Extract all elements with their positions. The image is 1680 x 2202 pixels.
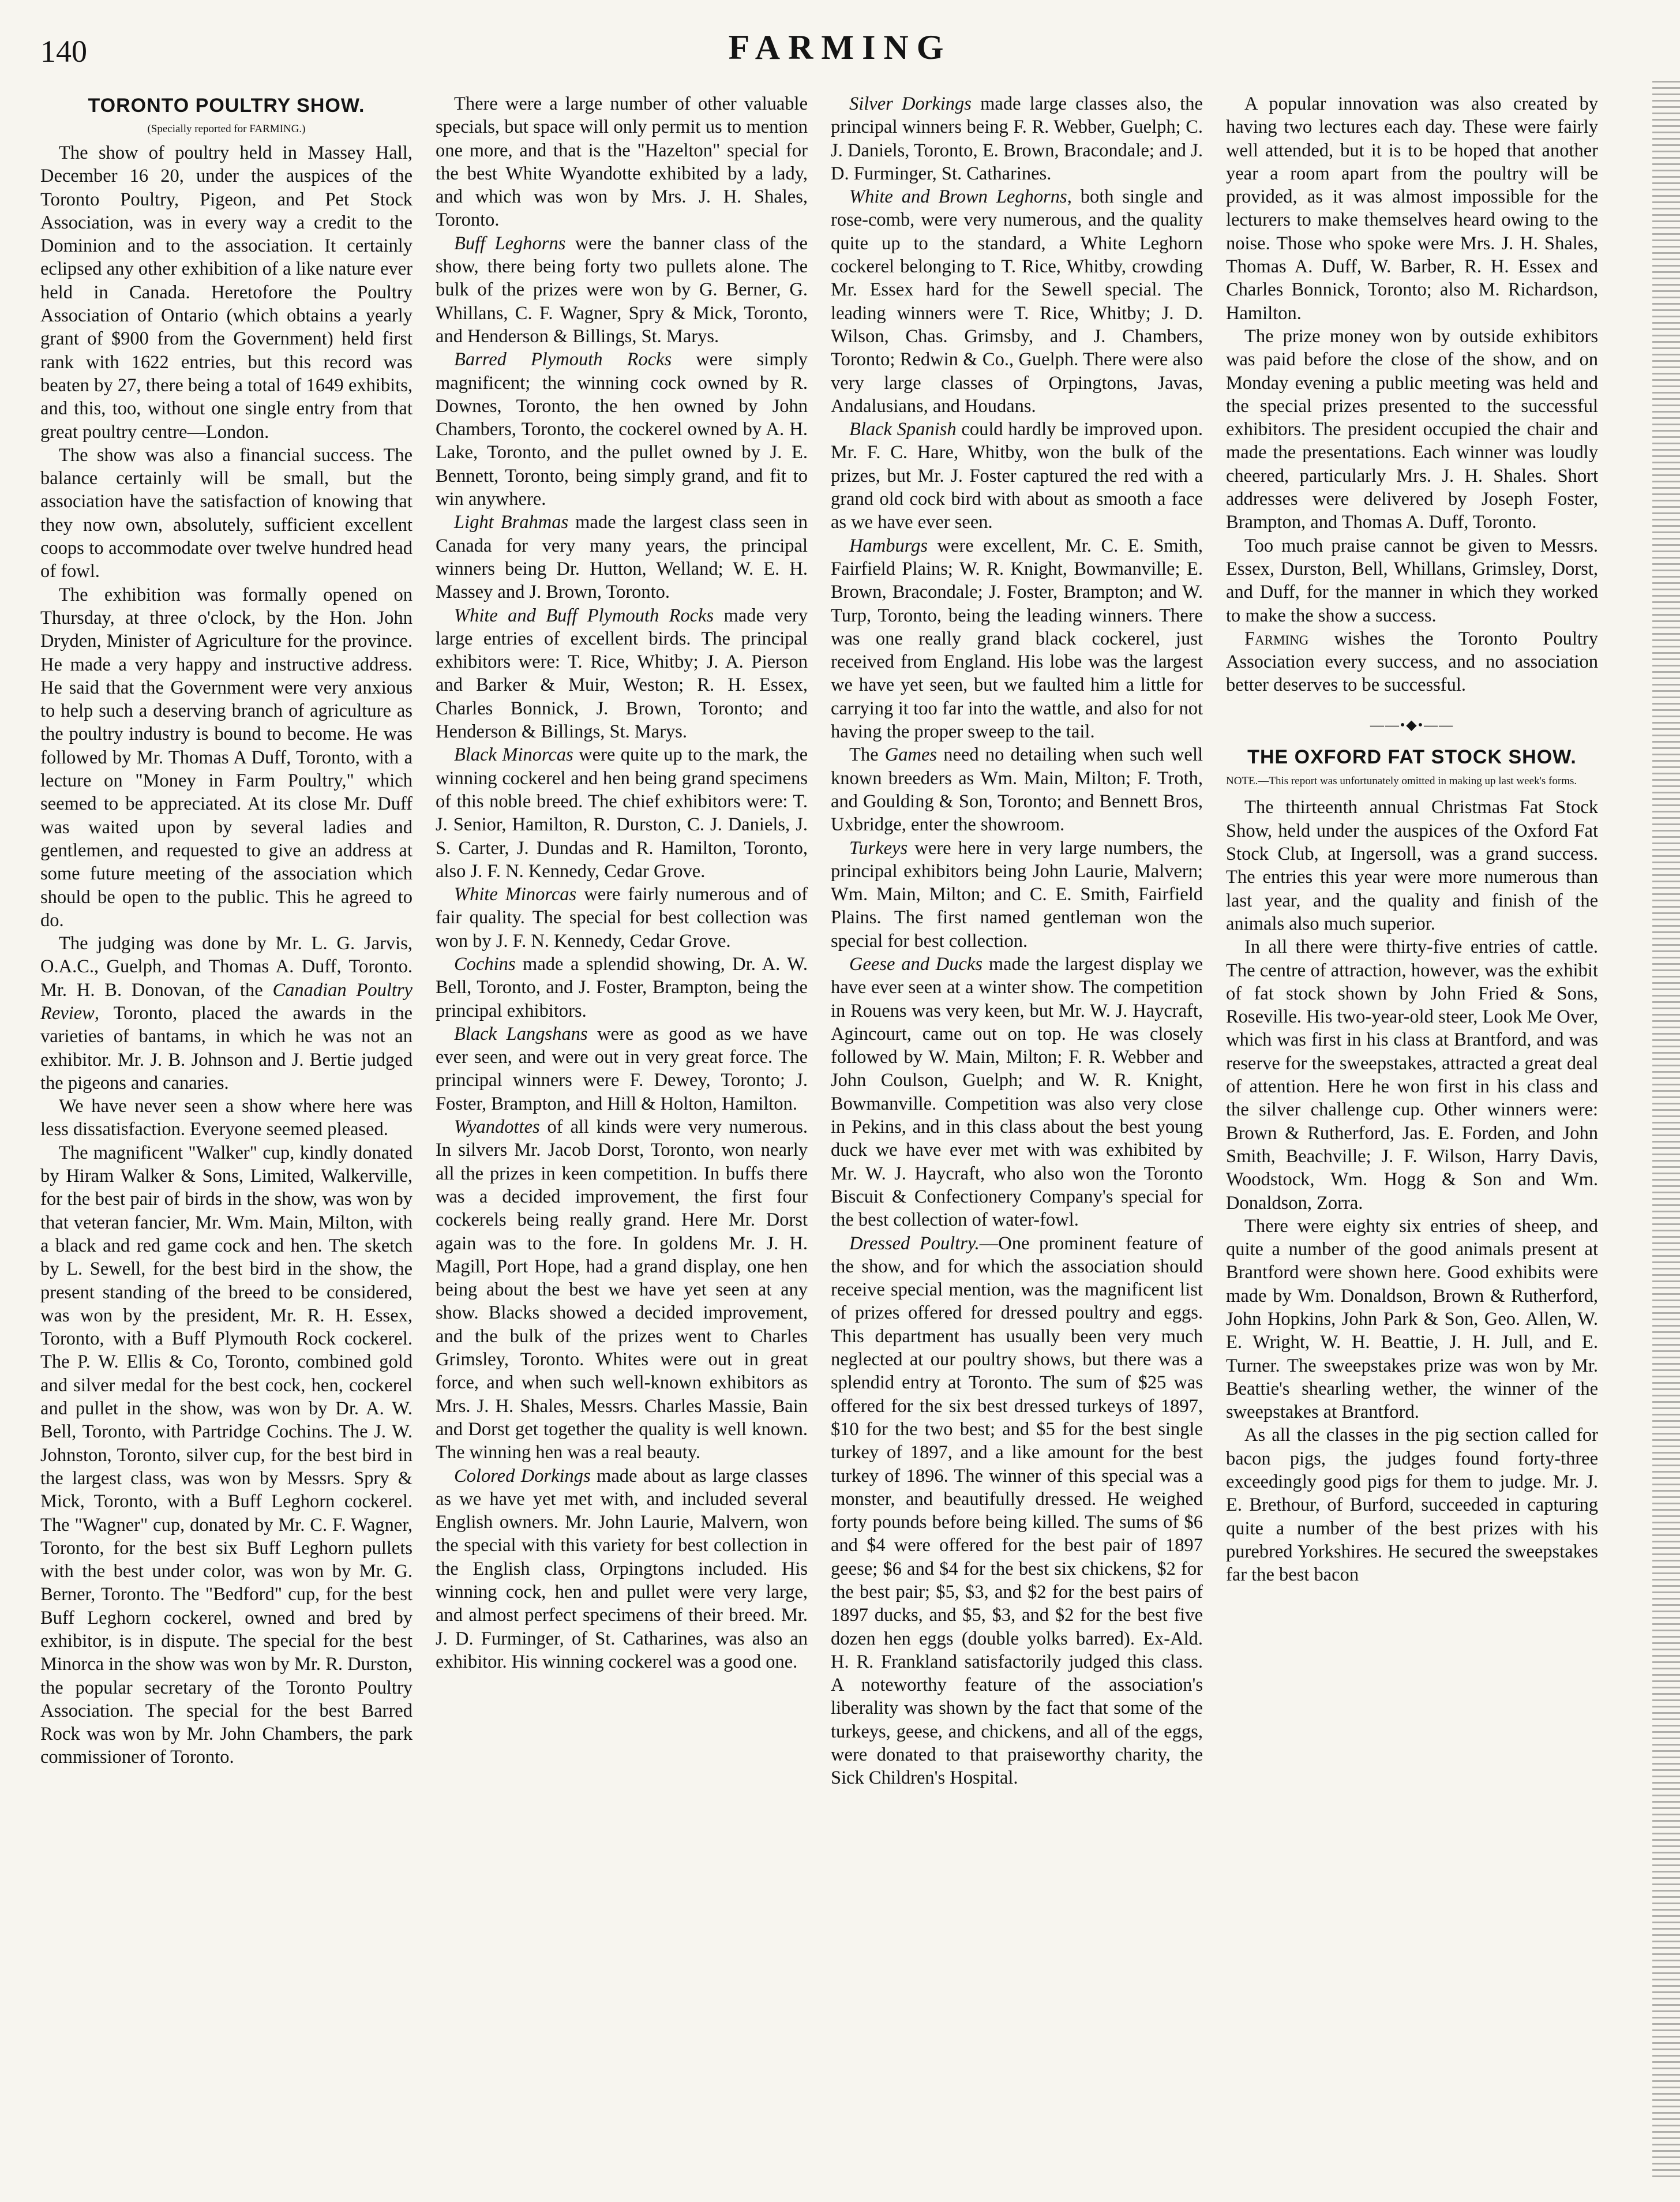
- paragraph: As all the classes in the pig section called for bacon pigs, the judges found forty-three exceedingly good pigs for them to judge. Mr. J. E. Brethour, of Burford, succeeded in capturing quite a number of the best prizes with his purebred Yorkshires. He secured the sweepstakes far the best bacon: [1226, 1425, 1598, 1586]
- paragraph: The thirteenth annual Christmas Fat Stock Show, held under the auspices of the Oxford Fat Stock Club, at Ingersoll, was a grand success. The entries this year were more numerous than last year, and the quality and finish of the animals also much superior.: [1226, 797, 1598, 934]
- text-run: were here in very large numbers, the principal exhibitors being John Laurie, Malvern; Wm. Main, Milton; and C. E. Smith, Fairfield Plains. The first named gentleman won the special for best collection.: [831, 837, 1203, 952]
- breed-name: Turkeys: [849, 837, 908, 859]
- text-run: were excellent, Mr. C. E. Smith, Fairfield Plains; W. R. Knight, Bowmanville; E. Brown, Bracondale; J. Foster, Brampton; and W. Turp, Toronto, being the leading winners. There was one really grand black cockerel, just received from England. His lobe was the largest we have yet seen, but we faulted him a little for carrying it too far into the wattle, and also for not having the proper sweep to the tail.: [831, 535, 1203, 743]
- section-name: Dressed Poultry.: [849, 1233, 980, 1254]
- breed-name: Black Minorcas: [454, 744, 573, 766]
- paragraph: The magnificent "Walker" cup, kindly donated by Hiram Walker & Sons, Limited, Walkerville, for the best pair of birds in the show, was won by that veteran fancier, Mr. Wm. Main, Milton, with a black and red game cock and hen. The sketch by L. Sewell, for the best bird in the show, the present standing of the breed to be considered, was won by the president, Mr. R. H. Essex, Toronto, with a Buff Plymouth Rock cockerel. The P. W. Ellis & Co, Toronto, combined gold and silver medal for the best cock, hen, cockerel and pullet in the show, was won by Dr. A. W. Bell, Toronto, with Partridge Cochins. The J. W. Johnston, Toronto, silver cup, for the best bird in the largest class, was won by Messrs. Spry & Mick, Toronto, with a Buff Leghorn cockerel. The "Wagner" cup, donated by Mr. C. F. Wagner, Toronto, for the best six Buff Leghorn pullets with the best under color, was won by Mr. G. Berner, Toronto. The "Bedford" cup, for the best Buff Leghorn cockerel, owned and bred by exhibitor, is in dispute. The special for the best Minorca in the show was won by Mr. R. Durston, the popular secretary of the Toronto Poultry Association. The special for the best Barred Rock was won by Mr. John Chambers, the park commissioner of Toronto.: [40, 1142, 412, 1768]
- breed-name: Colored Dorkings: [454, 1465, 591, 1486]
- text-run: The: [849, 744, 885, 766]
- paragraph: Too much praise cannot be given to Messrs. Essex, Durston, Bell, Whillans, Grimsley, Dorst, and Duff, for the manner in which they worked to make the show a success.: [1226, 535, 1598, 626]
- paragraph: A popular innovation was also created by having two lectures each day. These were fairly well attended, but it is to be hoped that another year a room apart from the poultry will be provided, as it was almost impossible for the lecturers to make themselves heard owing to the noise. Those who spoke were Mrs. J. H. Shales, Thomas A. Duff, W. Barber, R. H. Essex and Charles Bonnick, Toronto; also M. Richardson, Hamilton.: [1226, 93, 1598, 324]
- text-run: made about as large classes as we have yet met with, and included several English owners. Mr. John Laurie, Malvern, won the special with this variety for best collection in the English class, Orpingtons included. His winning cock, hen and pullet were very large, and almost perfect specimens of their breed. Mr. J. D. Furminger, of St. Catharines, was also an exhibitor. His winning cockerel was a good one.: [436, 1465, 808, 1672]
- publication-name: Farming: [1244, 628, 1309, 649]
- paragraph: [831, 953, 1203, 1232]
- paragraph: In all there were thirty-five entries of cattle. The centre of attraction, however, was the exhibit of fat stock shown by John Fried & Sons, Roseville. His two-year-old steer, Look Me Over, which was first in his class at Brantford, and was reserve for the sweepstakes, attracted a great deal of attention. Here he won first in his class and the silver challenge cup. Other winners were: Brown & Rutherford, Jas. E. Forden, and John Smith, Beachville; J. F. Wilson, Harry Davis, Woodstock, Wm. Hogg & Son and Wm. Donaldson, Zorra.: [1226, 937, 1598, 1214]
- page-number: 140: [40, 34, 87, 69]
- column-4: [1226, 92, 1598, 2187]
- paragraph: [436, 604, 808, 744]
- paragraph: The exhibition was formally opened on Thursday, at three o'clock, by the Hon. John Dryden, Minister of Agriculture for the province. He made a very happy and instructive address. He said that the Government were very anxious to help such a deserving branch of agriculture as the poultry industry is bound to become. He was followed by Mr. Thomas A Duff, Toronto, with a lecture on "Money in Farm Poultry," which seemed to be appreciated. At its close Mr. Duff was waited upon by several ladies and gentlemen, and requested to give an address at some future meeting of the association which should be open to the public. This he agreed to do.: [40, 584, 412, 931]
- text-run: were the banner class of the show, there being forty two pullets alone. The bulk of the prizes were won by G. Berner, G. Whillans, C. F. Wagner, Spry & Mick, Toronto, and Henderson & Billings, St. Marys.: [436, 233, 808, 347]
- article-columns: [40, 92, 1598, 2187]
- article-title-oxford: THE OXFORD FAT STOCK SHOW.: [1247, 746, 1577, 768]
- breed-name: Buff Leghorns: [454, 233, 566, 254]
- breed-name: Geese and Ducks: [849, 953, 982, 975]
- scan-edge-artifact: [1652, 81, 1680, 2181]
- breed-name: White and Brown Leghorns: [849, 186, 1067, 208]
- paragraph: [1226, 627, 1598, 697]
- article-credit: (Specially reported for FARMING.): [147, 123, 306, 135]
- breed-name: White and Buff Plymouth Rocks: [454, 605, 714, 626]
- text-run: made the largest class seen in Canada for very many years, the principal winners being Dr. Hutton, Welland; W. E. H. Massey and J. Brown, Toronto.: [436, 512, 808, 603]
- text-run: of all kinds were very numerous. In silvers Mr. Jacob Dorst, Toronto, won nearly all the prizes in keen competition. In buffs there was a decided improvement, the first four cockerels being really grand. Here Mr. Dorst again was to the fore. In goldens Mr. J. H. Magill, Port Hope, had a grand display, one hen being about the best we have yet seen at any show. Blacks showed a decided improvement, and the bulk of the prizes went to Charles Grimsley, Toronto. Whites were out in great force, and when such well-known exhibitors as Mrs. J. H. Shales, Messrs. Charles Massie, Bain and Dorst get together the quality is well known. The winning hen was a real beauty.: [436, 1117, 808, 1463]
- text-run: made very large entries of excellent birds. The principal exhibitors were: T. Rice, Whitby; J. A. Pierson and Barker & Muir, Weston; R. H. Essex, Charles Bonnick, J. Brown, Toronto; and Henderson & Billings, St. Marys.: [436, 605, 808, 743]
- breed-name: White Minorcas: [454, 884, 577, 905]
- paragraph: [831, 534, 1203, 744]
- paragraph: [436, 511, 808, 604]
- text-run: were simply magnificent; the winning cock owned by R. Downes, Toronto, the hen owned by John Chambers, Toronto, the cockerel owned by A. H. Lake, Toronto, and the pullet owned by J. E. Bennett, Toronto, being simply grand, and fit to win anywhere.: [436, 349, 808, 510]
- paragraph: There were eighty six entries of sheep, and quite a number of the good animals present at Brantford were shown here. Good exhibits were made by Wm. Donaldson, Brown & Rutherford, John Hopkins, John Park & Son, Geo. Allen, W. E. Wright, W. H. Beattie, J. H. Jull, and E. Turner. The sweepstakes prize was won by Mr. Beattie's shearling wether, the winner of the sweepstakes at Brantford.: [1226, 1215, 1598, 1423]
- text-run: made the largest display we have ever seen at a winter show. The competition in Rouens was very keen, but Mr. W. J. Haycraft, Agincourt, came out on top. He was closely followed by W. Main, Milton; F. R. Webber and John Coulson, Guelph; and W. R. Knight, Bowmanville. Competition was also very close in Pekins, and in this class about the best young duck we have ever met with was exhibited by Mr. W. J. Haycraft, who also won the Toronto Biscuit & Confectionery Company's special for the best collection of water-fowl.: [831, 953, 1203, 1231]
- section-divider: ——•◆•——: [1370, 717, 1454, 733]
- paragraph: [831, 1232, 1203, 1790]
- text-run: could hardly be improved upon. Mr. F. C. Hare, Whitby, won the bulk of the prizes, but Mr. J. Foster captured the red with a grand old cock bird with about as smooth a face as we have ever seen.: [831, 419, 1203, 533]
- paragraph: [436, 1465, 808, 1674]
- publication-name: Canadian Poultry Review: [40, 979, 412, 1024]
- column-3: [831, 92, 1203, 2187]
- breed-name: Black Spanish: [849, 419, 957, 440]
- paragraph: [831, 185, 1203, 418]
- paragraph: [40, 932, 412, 1095]
- text-run: made a splendid showing, Dr. A. W. Bell, Toronto, and J. Foster, Brampton, being the principal exhibitors.: [436, 953, 808, 1021]
- breed-name: Silver Dorkings: [849, 93, 972, 114]
- paragraph: The prize money won by outside exhibitors was paid before the close of the show, and on Monday evening a public meeting was held and the special prizes presented to the successful exhibitors. The president occupied the chair and made the presentations. Each winner was loudly cheered, particularly Mrs. J. H. Shales. Short addresses were delivered by Joseph Foster, Brampton, and Thomas A. Duff, Toronto.: [1226, 325, 1598, 533]
- text-run: need no detailing when such well known breeders as Wm. Main, Milton; F. Troth, and Goulding & Son, Toronto; and Bennett Bros, Uxbridge, enter the showroom.: [831, 744, 1203, 836]
- column-1: [40, 92, 412, 2187]
- paragraph: [436, 953, 808, 1023]
- text-run: , Toronto, placed the awards in the varieties of bantams, in which he was not an exhibitor. Mr. J. B. Johnson and J. Bertie judged the pigeons and canaries.: [40, 1002, 412, 1093]
- breed-name: Black Langshans: [454, 1023, 588, 1044]
- paragraph: [831, 837, 1203, 953]
- breed-name: Cochins: [454, 953, 516, 975]
- text-run: were fairly numerous and of fair quality. The special for best collection was won by J. F. N. Kennedy, Cedar Grove.: [436, 884, 808, 952]
- text-run: were quite up to the mark, the winning cockerel and hen being grand specimens of this noble breed. The chief exhibitors were: T. J. Senior, Hamilton, R. Durston, C. J. Daniels, J. S. Carter, J. Dundas and R. Hamilton, Toronto, also J. F. N. Kennedy, Cedar Grove.: [436, 744, 808, 882]
- paragraph: [436, 1023, 808, 1115]
- paragraph: [831, 92, 1203, 185]
- text-run: —One prominent feature of the show, and for which the association should receive special mention, was the magnificent list of prizes offered for dressed poultry and eggs. This department has usually been very much neglected at our poultry shows, but there was a splendid entry at Toronto. The sum of $25 was offered for the six best dressed turkeys of 1897, $10 for the two best; and $5 for the best single turkey of 1897, and a like amount for the best turkey of 1896. The winner of this special was a monster, and beautifully dressed. He weighed forty pounds before being killed. The sums of $6 and $4 were offered for the best pair of 1897 geese; $6 and $4 for the best six chickens, $2 for the best pair; $5, $3, and $2 for the best pairs of 1897 ducks, and $5, $3, and $2 for the best five dozen hen eggs (double yolks barred). Ex-Ald. H. R. Frankland satisfactorily judged this class. A noteworthy feature of the association's liberality was shown by the fact that some of the turkeys, geese, and chickens, and all of the eggs, were donated to that praiseworthy charity, the Sick Children's Hospital.: [831, 1233, 1203, 1789]
- paragraph: [436, 348, 808, 511]
- column-2: [436, 92, 808, 2187]
- breed-name: Hamburgs: [849, 535, 928, 556]
- text-run: The judging was done by Mr. L. G. Jarvis, O.A.C., Guelph, and Thomas A. Duff, Toronto. Mr. H. B. Donovan, of the: [40, 933, 412, 1001]
- text-run: were as good as we have ever seen, and were out in very great force. The principal winners were F. Dewey, Toronto; J. Foster, Brampton, and Hill & Holton, Hamilton.: [436, 1023, 808, 1114]
- running-title: FARMING: [728, 28, 952, 66]
- paragraph: The show was also a financial success. The balance certainly will be small, but the association have the satisfaction of knowing that they now own, absolutely, sufficient excellent coops to accommodate over twelve hundred head of fowl.: [40, 444, 412, 582]
- paragraph: [436, 743, 808, 883]
- breed-name: Barred Plymouth Rocks: [454, 349, 672, 370]
- breed-name: Light Brahmas: [454, 512, 569, 533]
- paragraph: [436, 1115, 808, 1464]
- paragraph: There were a large number of other valuable specials, but space will only permit us to mention one more, and that is the "Hazelton" special for the best White Wyandotte exhibited by a lady, and which was won by Mrs. J. H. Shales, Toronto.: [436, 93, 808, 231]
- paragraph: [436, 232, 808, 348]
- paragraph: [831, 418, 1203, 534]
- paragraph: [831, 743, 1203, 836]
- breed-name: Wyandottes: [454, 1117, 540, 1138]
- paragraph: The show of poultry held in Massey Hall, December 16 20, under the auspices of the Toronto Poultry, Pigeon, and Pet Stock Association, was in every way a credit to the Dominion and to the association. It certainly eclipsed any other exhibition of a like nature ever held in Canada. Heretofore the Poultry Association of Ontario (which obtains a yearly grant of $900 from the Government) held first rank with 1622 entries, but this record was beaten by 27, there being a total of 1649 exhibits, and this, too, without one single entry from that great poultry centre—London.: [40, 143, 412, 443]
- editor-note: NOTE.—This report was unfortunately omitted in making up last week's forms.: [1226, 774, 1577, 787]
- paragraph: [436, 883, 808, 953]
- paragraph: We have never seen a show where here was less dissatisfaction. Everyone seemed pleased.: [40, 1096, 412, 1140]
- text-run: , both single and rose-comb, were very numerous, and the quality quite up to the standard, a White Leghorn cockerel belonging to T. Rice, Whitby, crowding Mr. Essex hard for the Sewell special. The leading winners were T. Rice, Whitby; J. D. Wilson, Chas. Grimsby, and J. Chambers, Toronto; Redwin & Co., Guelph. There were also very large classes of Orpingtons, Javas, Andalusians, and Houdans.: [831, 186, 1203, 417]
- breed-name: Games: [884, 744, 937, 766]
- text-run: made large classes also, the principal winners being F. R. Webber, Guelph; C. J. Daniels, Toronto, E. Brown, Bracondale; and J. D. Furminger, St. Catharines.: [831, 93, 1203, 184]
- text-run: wishes the Toronto Poultry Association every success, and no association better deserves to be successful.: [1226, 628, 1598, 696]
- article-title-poultry: TORONTO POULTRY SHOW.: [88, 95, 365, 117]
